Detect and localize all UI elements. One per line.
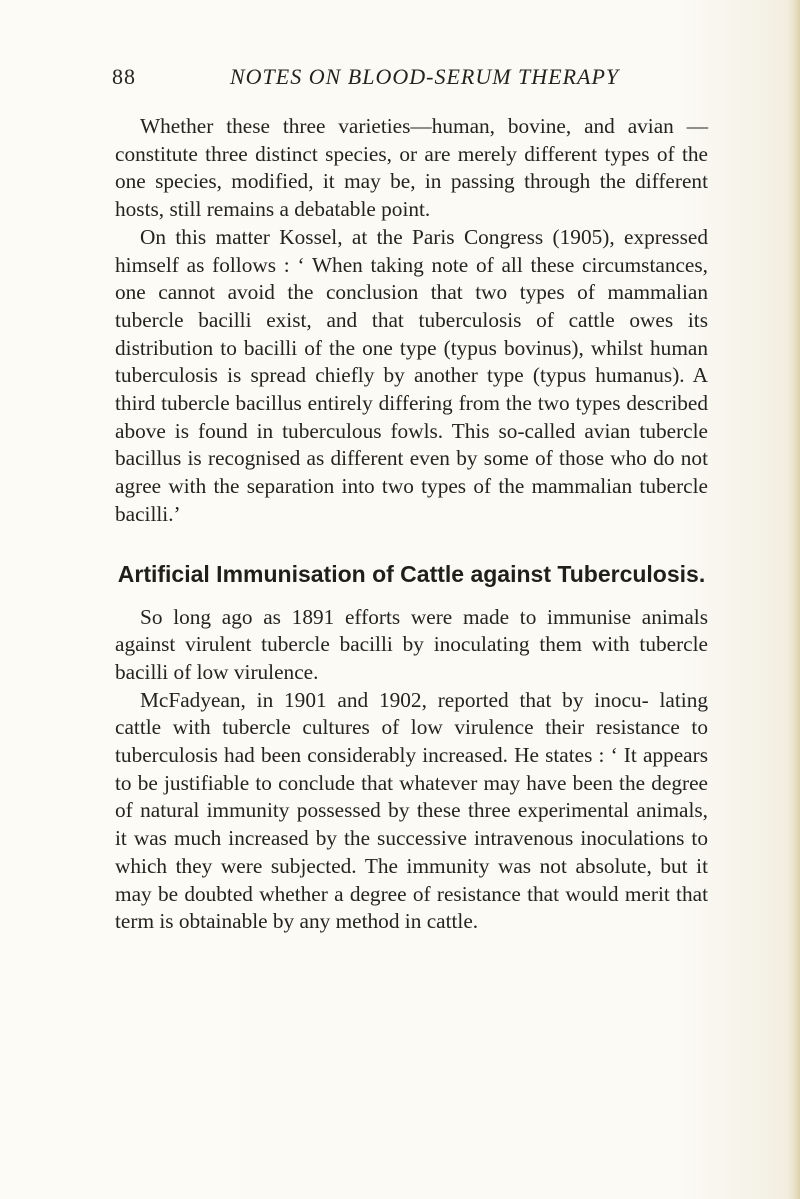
- paragraph-kossel-quote: On this matter Kossel, at the Paris Congress (1905), expressed himself as follows : ‘ When taking note of all these circumstances, one cannot avoid the conclusion that two types of mammalian tubercle bacilli exist, and that tuberculosis of cattle owes its distribution to bacilli of the one type (typus bovinus), whilst human tuberculosis is spread chiefly by another type (typus humanus). A third tubercle bacillus entirely differing from the two types described above is found in tuberculous fowls. This so-called avian tubercle bacillus is recognised as different even by some of those who do not agree with the separation into two types of the mammalian tubercle bacilli.’: [115, 224, 708, 526]
- paragraph-varieties: Whether these three varieties—human, bovine, and avian — constitute three distinct species, or are merely different types of the one species, modified, it may be, in passing through the different hosts, still remains a debatable point.: [115, 114, 708, 222]
- running-header: [112, 64, 632, 94]
- paragraph-early-efforts: So long ago as 1891 efforts were made to immunise animals against virulent tubercle bacilli by inoculating them with tubercle bacilli of low virulence.: [115, 604, 708, 684]
- page-number: 88: [112, 64, 136, 89]
- section-heading: Artificial Immunisation of Cattle against Tuberculosis.: [117, 560, 706, 587]
- paragraph-mcfadyean: McFadyean, in 1901 and 1902, reported that by inocu- lating cattle with tubercle cultures of low virulence their resistance to tuberculosis had been considerably increased. He states : ‘ It appears to be justifiable to conclude that whatever may have been the degree of natural immunity possessed by these three experimental animals, it was much increased by the successive intravenous inoculations to which they were subjected. The immunity was not absolute, but it may be doubted whether a degree of resistance that would merit that term is obtainable by any method in cattle.: [115, 687, 708, 934]
- running-title: NOTES ON BLOOD-SERUM THERAPY: [230, 64, 620, 89]
- page-body: [115, 113, 708, 936]
- page-edge: [788, 0, 800, 1199]
